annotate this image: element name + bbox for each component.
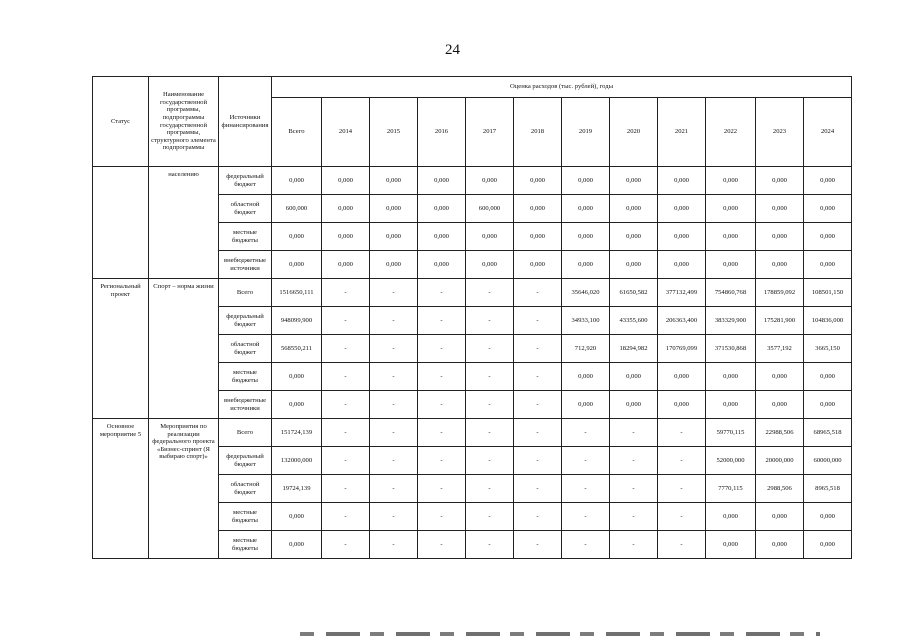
row-value-cell: 0,000 [706,503,756,531]
row-value-cell: - [418,335,466,363]
row-value-cell: - [370,307,418,335]
row-value-cell: - [466,335,514,363]
row-value-cell: - [466,419,514,447]
row-value-cell: 0,000 [370,251,418,279]
row-value-cell: 600,000 [272,195,322,223]
row-value-cell: 0,000 [272,391,322,419]
row-value-cell: - [370,363,418,391]
header-year: 2024 [804,98,852,167]
row-value-cell: 0,000 [658,223,706,251]
row-value-cell: - [466,447,514,475]
row-value-cell: 1516650,111 [272,279,322,307]
row-value-cell: 0,000 [804,223,852,251]
row-value-cell: 0,000 [466,167,514,195]
row-value-cell: 7770,115 [706,475,756,503]
row-funding-source: федеральный бюджет [219,167,272,195]
header-source: Источники финансирования [219,77,272,167]
row-value-cell: 0,000 [804,531,852,559]
header-year: 2015 [370,98,418,167]
row-value-cell: 0,000 [756,251,804,279]
row-value-cell: 0,000 [658,167,706,195]
row-value-cell: - [514,503,562,531]
row-value-cell: 206363,400 [658,307,706,335]
row-value-cell: 0,000 [610,223,658,251]
row-value-cell: 19724,139 [272,475,322,503]
header-year: 2019 [562,98,610,167]
row-value-cell: 0,000 [610,195,658,223]
row-value-cell: 0,000 [418,195,466,223]
table-body [93,167,852,559]
row-value-cell: 0,000 [658,363,706,391]
row-value-cell: 948099,900 [272,307,322,335]
row-value-cell: - [418,531,466,559]
row-value-cell: - [466,363,514,391]
row-value-cell: 59770,115 [706,419,756,447]
row-status [93,167,149,279]
row-value-cell: 0,000 [804,167,852,195]
row-value-cell: 0,000 [272,251,322,279]
row-value-cell: - [370,279,418,307]
row-value-cell: - [418,475,466,503]
row-value-cell: - [562,531,610,559]
row-value-cell: 3665,150 [804,335,852,363]
row-value-cell: - [322,335,370,363]
row-value-cell: - [514,335,562,363]
row-value-cell: 0,000 [466,223,514,251]
row-value-cell: - [322,363,370,391]
row-value-cell: - [610,447,658,475]
row-value-cell: 170769,099 [658,335,706,363]
table-row [93,419,852,447]
row-value-cell: - [562,419,610,447]
row-value-cell: 0,000 [706,167,756,195]
header-year: 2018 [514,98,562,167]
row-value-cell: - [658,447,706,475]
row-value-cell: 600,000 [466,195,514,223]
row-value-cell: 0,000 [418,167,466,195]
row-value-cell: - [514,307,562,335]
row-value-cell: 0,000 [466,251,514,279]
row-value-cell: 22988,506 [756,419,804,447]
row-value-cell: 0,000 [610,391,658,419]
row-program-name: Спорт – норма жизни [149,279,219,419]
row-funding-source: местные бюджеты [219,363,272,391]
row-value-cell: - [466,475,514,503]
row-value-cell: - [322,307,370,335]
row-value-cell: 0,000 [756,363,804,391]
row-funding-source: внебюджетные источники [219,251,272,279]
row-value-cell: 0,000 [418,223,466,251]
row-funding-source: областной бюджет [219,335,272,363]
row-value-cell: 0,000 [514,223,562,251]
row-value-cell: 0,000 [756,531,804,559]
header-year: 2016 [418,98,466,167]
row-value-cell: - [658,503,706,531]
row-value-cell: - [370,391,418,419]
row-value-cell: - [370,447,418,475]
row-value-cell: 20000,000 [756,447,804,475]
budget-table [92,76,852,559]
row-value-cell: - [418,391,466,419]
row-value-cell: 60000,000 [804,447,852,475]
row-value-cell: 178859,092 [756,279,804,307]
row-value-cell: 0,000 [370,223,418,251]
row-value-cell: 0,000 [272,503,322,531]
header-year: 2022 [706,98,756,167]
row-value-cell: 0,000 [610,167,658,195]
row-value-cell: - [658,531,706,559]
row-value-cell: 68965,518 [804,419,852,447]
table-row [93,279,852,307]
row-value-cell: 0,000 [562,363,610,391]
row-value-cell: 0,000 [658,391,706,419]
row-value-cell: 3577,192 [756,335,804,363]
row-value-cell: 0,000 [370,167,418,195]
row-value-cell: - [514,419,562,447]
row-value-cell: - [466,307,514,335]
row-value-cell: 18294,982 [610,335,658,363]
row-value-cell: - [418,279,466,307]
row-value-cell: - [466,391,514,419]
row-value-cell: - [610,503,658,531]
row-value-cell: 132000,000 [272,447,322,475]
row-value-cell: 754860,768 [706,279,756,307]
row-value-cell: 8965,518 [804,475,852,503]
row-value-cell: - [322,475,370,503]
row-value-cell: 0,000 [514,195,562,223]
row-value-cell: - [370,531,418,559]
header-year: 2014 [322,98,370,167]
row-value-cell: 0,000 [804,503,852,531]
table-row [93,167,852,195]
row-value-cell: - [322,391,370,419]
row-value-cell: 0,000 [756,503,804,531]
row-status: Региональный проект [93,279,149,419]
row-value-cell: 0,000 [514,167,562,195]
row-value-cell: - [610,531,658,559]
row-value-cell: - [418,447,466,475]
row-value-cell: 0,000 [370,195,418,223]
row-status: Основное мероприятие 5 [93,419,149,559]
header-year: 2023 [756,98,804,167]
row-value-cell: - [370,503,418,531]
row-funding-source: федеральный бюджет [219,307,272,335]
row-value-cell: - [370,419,418,447]
row-value-cell: - [370,335,418,363]
row-value-cell: 0,000 [272,531,322,559]
row-value-cell: 371530,868 [706,335,756,363]
row-value-cell: - [514,279,562,307]
row-value-cell: - [562,503,610,531]
row-value-cell: 0,000 [562,251,610,279]
row-value-cell: 52000,000 [706,447,756,475]
row-funding-source: местные бюджеты [219,503,272,531]
row-value-cell: - [514,363,562,391]
row-value-cell: 0,000 [706,363,756,391]
row-value-cell: - [418,419,466,447]
row-value-cell: - [322,503,370,531]
row-value-cell: - [610,419,658,447]
row-value-cell: 568550,211 [272,335,322,363]
row-value-cell: 0,000 [322,251,370,279]
row-value-cell: - [322,531,370,559]
row-value-cell: - [514,531,562,559]
row-value-cell: 0,000 [610,251,658,279]
row-value-cell: - [370,475,418,503]
row-value-cell: 0,000 [322,167,370,195]
row-value-cell: 43355,600 [610,307,658,335]
scan-artifact-line [300,632,820,636]
row-value-cell: 377132,499 [658,279,706,307]
row-value-cell: 0,000 [272,167,322,195]
row-value-cell: - [658,419,706,447]
page-number: 24 [445,42,460,58]
row-funding-source: федеральный бюджет [219,447,272,475]
row-funding-source: Всего [219,279,272,307]
row-funding-source: местные бюджеты [219,223,272,251]
row-value-cell: 108501,150 [804,279,852,307]
row-value-cell: 383329,900 [706,307,756,335]
table-header [93,77,852,167]
row-value-cell: 0,000 [804,195,852,223]
row-value-cell: 0,000 [756,391,804,419]
row-value-cell: 0,000 [272,363,322,391]
row-value-cell: 35646,020 [562,279,610,307]
row-value-cell: - [466,503,514,531]
row-value-cell: 0,000 [658,195,706,223]
row-program-name: Мероприятия по реализации федерального проекта «Бизнес-спринт (Я выбираю спорт)» [149,419,219,559]
row-value-cell: - [658,475,706,503]
row-value-cell: 0,000 [610,363,658,391]
row-value-cell: - [514,475,562,503]
row-value-cell: 175281,900 [756,307,804,335]
row-value-cell: 61650,582 [610,279,658,307]
row-value-cell: - [322,419,370,447]
row-value-cell: 0,000 [706,531,756,559]
row-value-cell: 0,000 [706,391,756,419]
row-value-cell: - [418,363,466,391]
row-value-cell: 0,000 [562,223,610,251]
row-value-cell: 151724,139 [272,419,322,447]
row-value-cell: 0,000 [322,223,370,251]
header-year: 2021 [658,98,706,167]
header-year: 2020 [610,98,658,167]
row-value-cell: - [514,391,562,419]
row-funding-source: внебюджетные источники [219,391,272,419]
row-value-cell: 0,000 [706,195,756,223]
row-value-cell: - [562,447,610,475]
row-funding-source: местные бюджеты [219,531,272,559]
row-value-cell: - [418,307,466,335]
row-value-cell: 0,000 [756,167,804,195]
row-value-cell: 0,000 [322,195,370,223]
row-value-cell: - [466,279,514,307]
row-value-cell: 0,000 [562,167,610,195]
row-value-cell: - [562,475,610,503]
header-year: 2017 [466,98,514,167]
row-value-cell: 0,000 [706,251,756,279]
header-estimate: Оценка расходов (тыс. рублей), годы [272,77,852,98]
row-value-cell: 0,000 [562,195,610,223]
row-funding-source: областной бюджет [219,475,272,503]
row-value-cell: 0,000 [756,223,804,251]
row-value-cell: 104836,000 [804,307,852,335]
row-value-cell: - [322,447,370,475]
row-value-cell: 34933,100 [562,307,610,335]
row-funding-source: областной бюджет [219,195,272,223]
row-funding-source: Всего [219,419,272,447]
row-value-cell: - [514,447,562,475]
row-value-cell: 0,000 [562,391,610,419]
row-value-cell: 0,000 [756,195,804,223]
header-name: Наименование государственной программы, подпрограммы государственной программы, структурного элемента подпрограммы [149,77,219,167]
row-value-cell: 712,920 [562,335,610,363]
row-program-name: населению [149,167,219,279]
row-value-cell: 0,000 [706,223,756,251]
header-status: Статус [93,77,149,167]
row-value-cell: 0,000 [804,363,852,391]
header-year: Всего [272,98,322,167]
row-value-cell: - [418,503,466,531]
row-value-cell: - [466,531,514,559]
row-value-cell: 2988,506 [756,475,804,503]
row-value-cell: 0,000 [418,251,466,279]
row-value-cell: 0,000 [658,251,706,279]
row-value-cell: 0,000 [272,223,322,251]
row-value-cell: 0,000 [514,251,562,279]
row-value-cell: - [610,475,658,503]
row-value-cell: - [322,279,370,307]
row-value-cell: 0,000 [804,391,852,419]
row-value-cell: 0,000 [804,251,852,279]
